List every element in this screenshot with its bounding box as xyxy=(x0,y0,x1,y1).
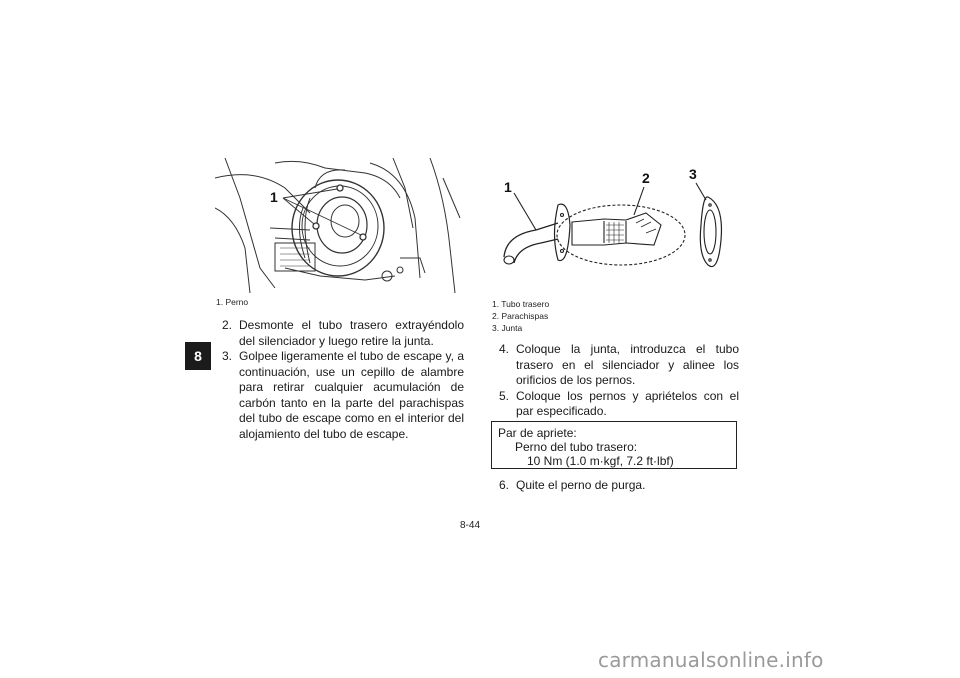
caption-item: 1. Tubo trasero xyxy=(492,299,550,309)
callout-1: 1 xyxy=(270,189,278,205)
step-text: Quite el perno de purga. xyxy=(516,478,646,492)
page-number: 8-44 xyxy=(460,520,481,531)
step-4 xyxy=(499,342,739,389)
caption-item: 2. Parachispas xyxy=(492,311,549,321)
muffler-illustration xyxy=(215,158,465,293)
watermark: carmanualsonline.info xyxy=(598,648,824,672)
left-steps xyxy=(222,318,464,442)
callout-2: 2 xyxy=(642,170,650,186)
callout-1: 1 xyxy=(504,179,512,195)
left-figure-caption xyxy=(216,296,248,308)
step-text: Desmonte el tubo trasero extrayéndolo del silenciador y luego retire la junta. xyxy=(239,318,464,348)
tailpipe-illustration xyxy=(496,165,736,290)
step-2 xyxy=(222,318,464,349)
step-3 xyxy=(222,349,464,442)
right-steps xyxy=(499,342,739,420)
step-number: 4. xyxy=(499,342,510,356)
caption-item: 1. Perno xyxy=(216,297,249,307)
step-number: 2. xyxy=(222,318,233,332)
step-text: Coloque los pernos y apriételos con el par especificado. xyxy=(516,388,739,418)
spec-item: Perno del tubo trasero: xyxy=(515,440,638,454)
step-6 xyxy=(499,478,739,494)
right-figure-caption xyxy=(492,298,549,334)
spec-value: 10 Nm (1.0 m·kgf, 7.2 ft·lbf) xyxy=(527,454,674,468)
torque-spec-box xyxy=(491,421,737,469)
step-number: 5. xyxy=(499,388,510,403)
callout-3: 3 xyxy=(689,166,697,182)
step-number: 3. xyxy=(222,349,233,363)
spec-title: Par de apriete: xyxy=(498,426,577,440)
chapter-tab xyxy=(185,342,211,370)
step-number: 6. xyxy=(499,478,510,492)
chapter-number: 8 xyxy=(194,348,202,364)
step-5 xyxy=(499,389,739,420)
final-step xyxy=(499,478,739,494)
step-text: Coloque la junta, introduzca el tubo trasero en el silenciador y alinee los orificios de los pernos. xyxy=(516,342,739,387)
step-text: Golpee ligeramente el tubo de escape y, a continuación, use un cepillo de alambre para retirar cualquier acumulación de carbón tanto en la parte del parachispas del tubo de escape como en el interior del alojamiento del tubo de escape. xyxy=(239,349,464,441)
caption-item: 3. Junta xyxy=(492,323,523,333)
